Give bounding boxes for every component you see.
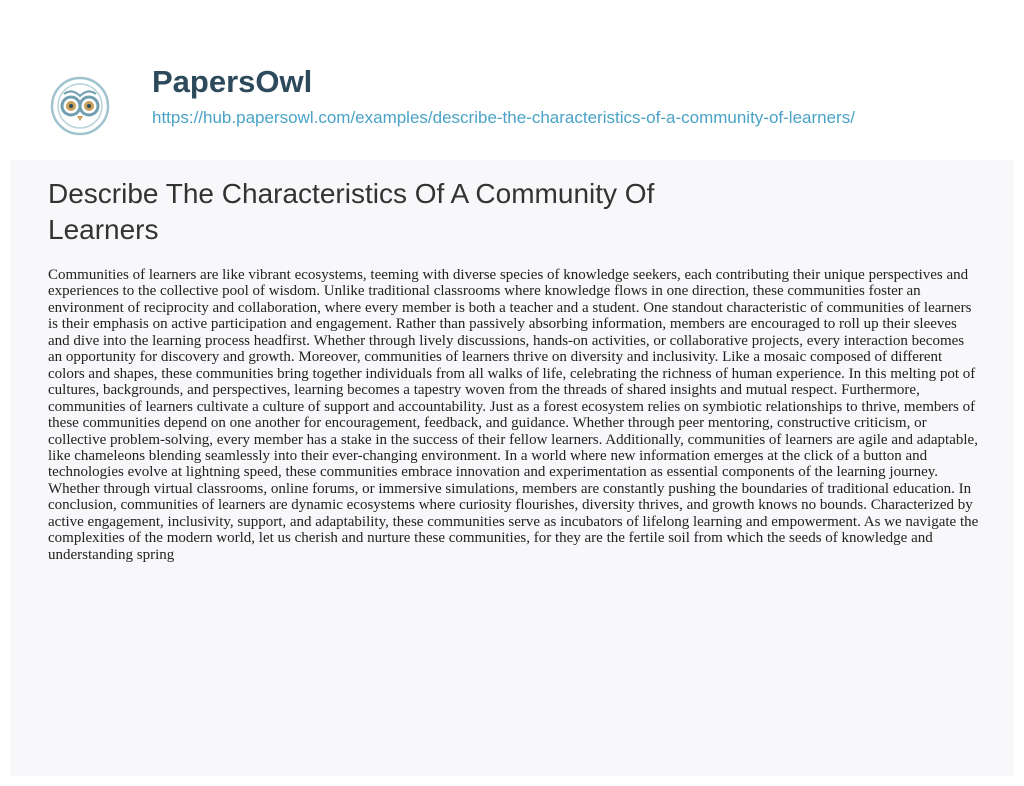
page-title: Describe The Characteristics Of A Community Of Learners [48, 178, 655, 245]
owl-icon [50, 76, 110, 136]
page-header [10, 10, 1014, 160]
document-page [10, 10, 1014, 776]
source-url-link[interactable]: https://hub.papersowl.com/examples/describe-the-characteristics-of-a-community-of-learners/ [152, 108, 855, 127]
brand-name: PapersOwl [152, 64, 313, 99]
essay-body: Communities of learners are like vibrant ecosystems, teeming with diverse species of knowledge seekers, each contributing their unique perspectives and experiences to the collective pool of wisdom. Unlike traditional classrooms where knowledge flows in one direction, these communities foster an environment of reciprocity and collaboration, where every member is both a teacher and a student. One standout characteristic of communities of learners is their emphasis on active participation and engagement. Rather than passively absorbing information, members are encouraged to roll up their sleeves and dive into the learning process headfirst. Whether through lively discussions, hands-on activities, or collaborative projects, every interaction becomes an opportunity for discovery and growth. Moreover, communities of learners thrive on diversity and inclusivity. Like a mosaic composed of different colors and shapes, these communities bring together individuals from all walks of life, celebrating the richness of human experience. In this melting pot of cultures, backgrounds, and perspectives, learning becomes a tapestry woven from the threads of shared insights and mutual respect. Furthermore, communities of learners cultivate a culture of support and accountability. Just as a forest ecosystem relies on symbiotic relationships to thrive, members of these communities depend on one another for encouragement, feedback, and guidance. Whether through peer mentoring, constructive criticism, or collective problem-solving, every member has a stake in the success of their fellow learners. Additionally, communities of learners are agile and adaptable, like chameleons blending seamlessly into their ever-changing environment. In a world where new information emerges at the click of a button and technologies evolve at lightning speed, these communities embrace innovation and experimentation as essential components of the learning journey. Whether through virtual classrooms, online forums, or immersive simulations, members are constantly pushing the boundaries of traditional education. In conclusion, communities of learners are dynamic ecosystems where curiosity flourishes, diversity thrives, and growth knows no bounds. Characterized by active engagement, inclusivity, support, and adaptability, these communities serve as incubators of lifelong learning and empowerment. As we navigate the complexities of the modern world, let us cherish and nurture these communities, for they are the fertile soil from which the seeds of knowledge and understanding spring [48, 267, 979, 563]
